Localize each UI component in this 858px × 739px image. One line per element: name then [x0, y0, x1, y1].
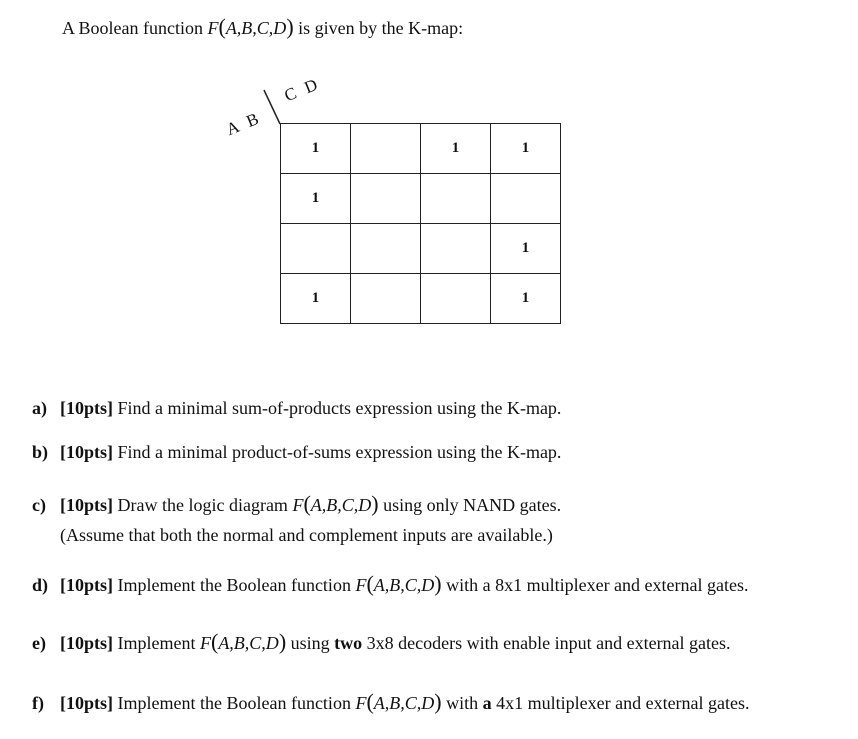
- kmap-cell: 1: [281, 174, 351, 224]
- emphasis-word: two: [334, 633, 363, 653]
- kmap-cell: [351, 224, 421, 274]
- kmap-cell: 1: [421, 124, 491, 174]
- question-text: with a 8x1 multiplexer and external gates.: [441, 575, 749, 595]
- question-points: [10pts]: [60, 575, 113, 595]
- question-letter: a): [32, 398, 47, 418]
- question-text: Implement: [113, 633, 200, 653]
- function-expression: F(A,B,C,D): [355, 571, 442, 596]
- function-expression: F(A,B,C,D): [355, 689, 442, 714]
- kmap-row-variables: A B: [223, 107, 265, 140]
- karnaugh-map: [220, 73, 580, 340]
- question-text: Draw the logic diagram: [113, 495, 293, 515]
- kmap-cell: 1: [491, 224, 561, 274]
- question-text: Implement the Boolean function: [113, 575, 356, 595]
- kmap-cell: [491, 174, 561, 224]
- question-points: [10pts]: [60, 693, 113, 713]
- kmap-column-variables: C D: [281, 73, 323, 106]
- kmap-row: [281, 224, 561, 274]
- kmap-cell: [421, 274, 491, 324]
- question-points: [10pts]: [60, 442, 113, 462]
- function-expression: F(A,B,C,D): [292, 491, 379, 516]
- question-text: with: [441, 693, 483, 713]
- kmap-cell: 1: [491, 124, 561, 174]
- question-letter: e): [32, 633, 46, 653]
- kmap-cell: [351, 124, 421, 174]
- question-c-note: (Assume that both the normal and complement inputs are available.): [60, 525, 553, 545]
- kmap-row: [281, 174, 561, 224]
- intro-suffix: is given by the K-map:: [293, 18, 464, 38]
- question-c: [32, 491, 561, 517]
- function-expression: F(A,B,C,D): [199, 629, 287, 654]
- kmap-grid: [280, 123, 561, 324]
- question-letter: d): [32, 575, 49, 595]
- question-text: using only NAND gates.: [378, 495, 562, 515]
- question-text: Find a minimal sum-of-products expression using the K-map.: [113, 398, 562, 418]
- kmap-cell: 1: [281, 274, 351, 324]
- question-points: [10pts]: [60, 398, 113, 418]
- kmap-cell: [351, 174, 421, 224]
- question-text: 3x8 decoders with enable input and external gates.: [362, 633, 731, 653]
- emphasis-word: a: [482, 693, 492, 713]
- question-d: [32, 571, 749, 597]
- question-text: using: [286, 633, 335, 653]
- kmap-cell: [421, 224, 491, 274]
- question-letter: b): [32, 442, 49, 462]
- function-expression: F(A,B,C,D): [207, 14, 294, 39]
- question-letter: c): [32, 495, 46, 515]
- question-letter: f): [32, 693, 44, 713]
- problem-intro: [62, 14, 463, 40]
- question-points: [10pts]: [60, 633, 113, 653]
- question-text: Find a minimal product-of-sums expression using the K-map.: [113, 442, 562, 462]
- kmap-row: [281, 274, 561, 324]
- question-f: [32, 689, 750, 715]
- question-points: [10pts]: [60, 495, 113, 515]
- question-a: [32, 398, 561, 419]
- question-b: [32, 442, 561, 463]
- intro-prefix: A Boolean function: [62, 18, 208, 38]
- kmap-cell: [281, 224, 351, 274]
- kmap-cell: [351, 274, 421, 324]
- kmap-row: [281, 124, 561, 174]
- question-text: 4x1 multiplexer and external gates.: [491, 693, 750, 713]
- question-e: [32, 629, 731, 655]
- kmap-cell: 1: [491, 274, 561, 324]
- kmap-cell: [421, 174, 491, 224]
- kmap-cell: 1: [281, 124, 351, 174]
- question-text: Implement the Boolean function: [113, 693, 356, 713]
